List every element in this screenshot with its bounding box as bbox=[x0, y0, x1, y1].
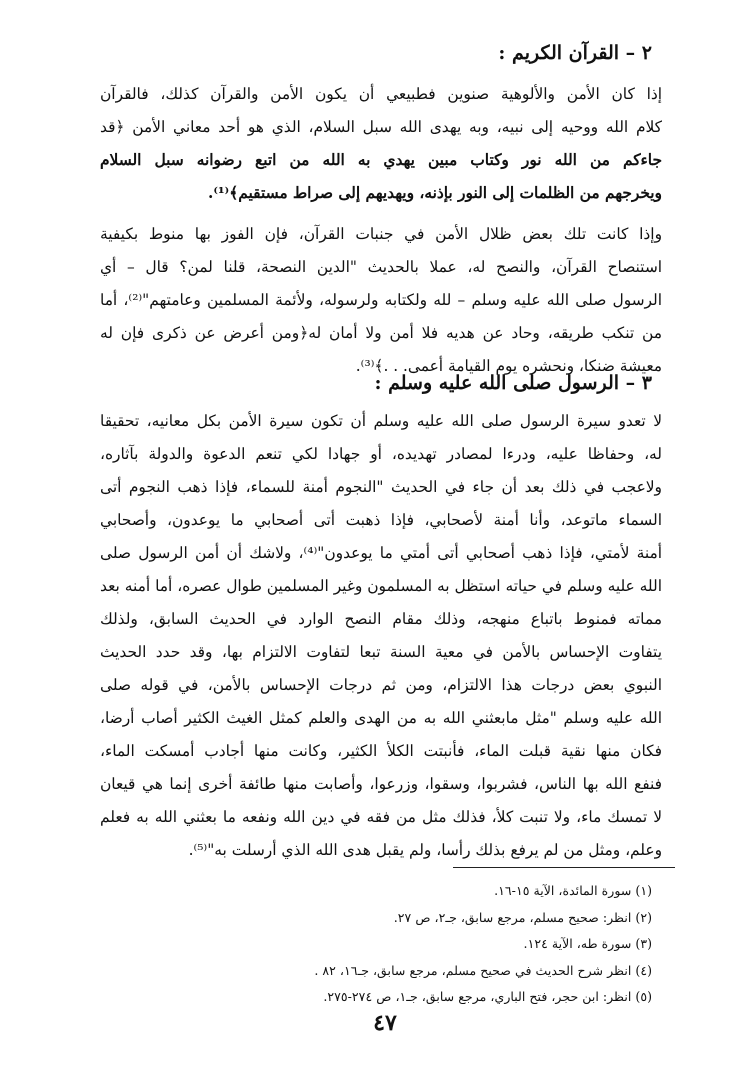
text-line: السماء ماتوعد، وأنا أمنة لأصحابي، فإذا ذهبت أتى أصحابي ما يوعدون، وأصحابي bbox=[100, 511, 662, 529]
footnotes bbox=[92, 878, 652, 1011]
text-line: فنفع الله بها الناس، فشربوا، وسقوا، وزرعوا، وأصابت منها طائفة أخرى إنما هي قيعان bbox=[100, 775, 662, 793]
text-line: ولاعجب في ذلك بعد أن جاء في الحديث "النجوم أمنة للسماء، فإذا ذهب النجوم أتى bbox=[100, 478, 662, 496]
text-line: من تنكب طريقه، وحاد عن هديه فلا أمن ولا أمان له﴿ومن أعرض عن ذكرى فإن له bbox=[100, 324, 662, 342]
text-line: النبوي بعض درجات هذا الالتزام، ومن ثم درجات الإحساس بالأمن، في قوله صلى bbox=[100, 676, 662, 694]
text-line: معيشة ضنكا، ونحشره يوم القيامة أعمى. . .﴾⁽³⁾. bbox=[355, 357, 662, 375]
text-line: فكان منها نقية قبلت الماء، فأنبتت الكلأ الكثير، وكانت منها أجادب أمسكت الماء، bbox=[100, 742, 662, 760]
text-line: وإذا كانت تلك بعض ظلال الأمن في جنبات القرآن، فإن الفوز بها منوط بكيفية bbox=[100, 225, 662, 243]
text-line: أمنة لأمتي، فإذا ذهب أصحابي أتى أمتي ما يوعدون"⁽⁴⁾، ولاشك أن أمن الرسول صلى bbox=[100, 544, 662, 562]
text-line: لا تعدو سيرة الرسول صلى الله عليه وسلم أن تكون سيرة الأمن بكل معانيه، تحقيقا bbox=[100, 412, 662, 430]
text-line: لا تمسك ماء، ولا تنبت كلأ، فذلك مثل من فقه في دين الله ونفعه ما بعثني الله به فعلم bbox=[100, 808, 662, 826]
page-number: ٤٧ bbox=[373, 1010, 397, 1036]
text-line: وعلم، ومثل من لم يرفع بذلك رأسا، ولم يقبل هدى الله الذي أرسلت به"⁽⁵⁾. bbox=[188, 841, 662, 859]
footnote-2: (٢) انظر: صحيح مسلم، مرجع سابق، جـ٢، ص ٢٧. bbox=[393, 909, 652, 925]
text-line: الله عليه وسلم "مثل مابعثني الله به من الهدى والعلم كمثل الغيث الكثير أصاب أرضا، bbox=[100, 709, 662, 727]
footnote-1: (١) سورة المائدة، الآية ١٥-١٦. bbox=[494, 883, 652, 898]
footnote-4: (٤) انظر شرح الحديث في صحيح مسلم، مرجع سابق، جـ١٦، ٨٢ . bbox=[314, 962, 652, 978]
quran-verse-line: ويخرجهم من الظلمات إلى النور بإذنه، ويهديهم إلى صراط مستقيم﴾⁽¹⁾. bbox=[207, 184, 662, 202]
text-line: كلام الله ووحيه إلى نبيه، وبه يهدى الله سبل السلام، الذي هو أحد معاني الأمن ﴿قد bbox=[100, 118, 662, 136]
paragraph-quran-advice bbox=[100, 218, 662, 383]
text-line: الله عليه وسلم في حياته استظل به المسلمون وغير المسلمين طوال عصره، أما أمنه بعد bbox=[100, 577, 662, 595]
text-line: يتفاوت الإحساس بالأمن في معية السنة تبعا لتفاوت الالتزام بها، وقد حدد الحديث bbox=[100, 643, 662, 661]
section-heading-prophet: ٣ – الرسول صلى الله عليه وسلم : bbox=[374, 372, 652, 394]
text-line: إذا كان الأمن والألوهية صنوين فطبيعي أن يكون الأمن والقرآن كذلك، فالقرآن bbox=[100, 85, 662, 103]
text-line: مماته فمنوط باتباع منهجه، وذلك مقام النصح الوارد في الحديث السابق، ولذلك bbox=[100, 610, 662, 628]
footnote-3: (٣) سورة طه، الآية ١٢٤. bbox=[523, 936, 652, 951]
paragraph-prophet bbox=[100, 405, 662, 867]
text-line: الرسول صلى الله عليه وسلم – لله ولكتابه ولرسوله، ولأئمة المسلمين وعامتهم"⁽²⁾، أما bbox=[100, 291, 662, 309]
text-line: استنصاح القرآن، والنصح له، عملا بالحديث "الدين النصحة، قلنا لمن؟ قال – أي bbox=[100, 258, 662, 276]
text-line: له، وحفاظا عليه، ودرءا لمصادر تهديده، أو جهادا لكي تنعم الدعوة والدولة بآثاره، bbox=[100, 445, 662, 463]
quran-verse-line: جاءكم من الله نور وكتاب مبين يهدي به الله من اتبع رضوانه سبل السلام bbox=[100, 151, 662, 169]
section-heading-quran: ٢ – القرآن الكريم : bbox=[498, 42, 652, 64]
footnote-5: (٥) انظر: ابن حجر، فتح الباري، مرجع سابق، جـ١، ص ٢٧٤-٢٧٥. bbox=[323, 989, 652, 1004]
paragraph-quran bbox=[100, 78, 662, 210]
footnote-separator bbox=[453, 867, 675, 868]
